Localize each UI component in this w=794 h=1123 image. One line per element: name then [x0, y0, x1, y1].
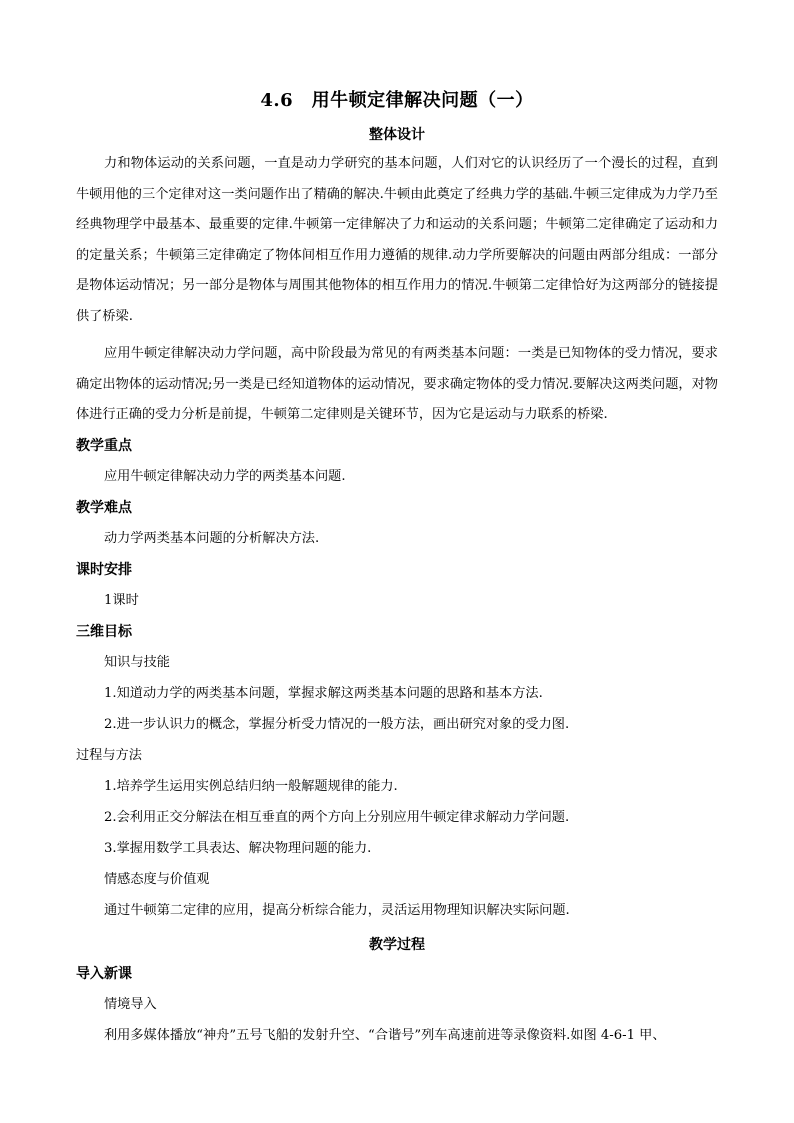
schedule-text: 1课时 [104, 593, 139, 608]
difficulties-text: 动力学两类基本问题的分析解决方法. [104, 531, 320, 546]
knowledge-item: 2.进一步认识力的概念，掌握分析受力情况的一般方法，画出研究对象的受力图. [104, 717, 570, 732]
teaching-process-heading: 教学过程 [369, 937, 425, 953]
process-item: 3.掌握用数学工具表达、解决物理问题的能力. [104, 841, 372, 856]
intro-heading: 导入新课 [76, 966, 132, 982]
scenario-text: 利用多媒体播放“神舟”五号飞船的发射升空、“合谐号”列车高速前进等录像资料.如图 4-6-1 甲、 [104, 1028, 666, 1043]
schedule-heading: 课时安排 [76, 562, 132, 578]
difficulties-heading: 教学难点 [76, 500, 132, 516]
overall-design-paragraph-1: 力和物体运动的关系问题，一直是动力学研究的基本问题，人们对它的认识经历了一个漫长的过程，直到牛顿用他的三个定律对这一类问题作出了精确的解决.牛顿由此奠定了经典力学的基础.牛顿三定律成为力学乃至经典物理学中最基本、最重要的定律.牛顿第一定律解决了力和运动的关系问题；牛顿第二定律确定了运动和力的定量关系；牛顿第三定律确定了物体间相互作用力遵循的规律.动力学所要解决的问题由两部分组成：一部分是物体运动情况；另一部分是物体与周围其他物体的相互作用力的情况.牛顿第二定律恰好为这两部分的链接提供了桥梁. [76, 156, 718, 324]
key-points-text: 应用牛顿定律解决动力学的两类基本问题. [104, 469, 346, 484]
knowledge-skills-heading: 知识与技能 [104, 655, 170, 670]
overall-design-heading: 整体设计 [369, 127, 425, 143]
process-methods-heading: 过程与方法 [76, 748, 142, 763]
scenario-heading: 情境导入 [104, 997, 157, 1012]
emotion-values-heading: 情感态度与价值观 [104, 872, 210, 887]
overall-design-paragraph-2: 应用牛顿定律解决动力学问题，高中阶段最为常见的有两类基本问题：一类是已知物体的受力情况，要求确定出物体的运动情况;另一类是已经知道物体的运动情况，要求确定物体的受力情况.要解决这两类问题，对物体进行正确的受力分析是前提，牛顿第二定律则是关键环节，因为它是运动与力联系的桥梁. [76, 346, 718, 422]
knowledge-item: 1.知道动力学的两类基本问题，掌握求解这两类基本问题的思路和基本方法. [104, 686, 543, 701]
page-title: 4.6 用牛顿定律解决问题（一） [260, 90, 534, 111]
process-item: 1.培养学生运用实例总结归纳一般解题规律的能力. [104, 779, 398, 794]
objectives-heading: 三维目标 [76, 624, 132, 640]
emotion-values-text: 通过牛顿第二定律的应用，提高分析综合能力，灵活运用物理知识解决实际问题. [104, 903, 570, 918]
process-item: 2.会利用正交分解法在相互垂直的两个方向上分别应用牛顿定律求解动力学问题. [104, 810, 570, 825]
key-points-heading: 教学重点 [76, 438, 132, 454]
